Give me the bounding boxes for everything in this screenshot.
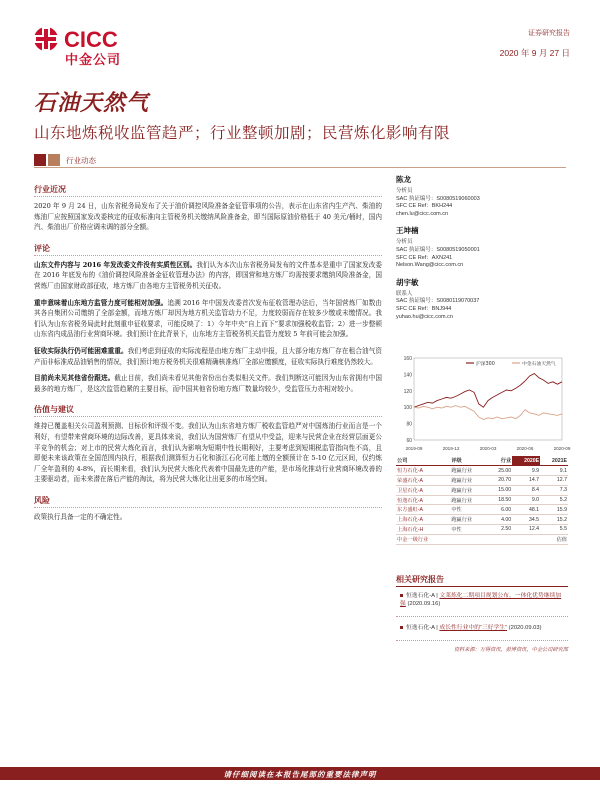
valuation-text: 维持已覆盖相关公司盈利预测、目标价和评级不变。我们认为山东省地方炼厂税收监管趋严对中国炼油行业而言是一个利好，有望带来营商环境的边际改善，更具体来说，我们认为国营炼厂有望从中受益，迎来与民营企业在经营层面更公平竞争的机会；对上市的民营大炼化而言，我们认为影响为短期中性长期利好，主要考虑到短期税监管指向性不高，且即便未来该政策在全国范围内执行，根据我们测算恒力石化和浙江石化可能上缴的全额预计在 5-10 亿元区间，仅约炼厂全年盈利的 4-8%，而长期来看，我们认为民营大炼化代表着中国最先进的产能，是市场化推动行业营商环境改善的主要驱动者，而未来潜在落后产能的淘汰，将为民营大炼化让出更多的市场空间。 — [34, 422, 382, 484]
x-tick-label: 2020-06 — [516, 446, 534, 451]
target-cell: 18.50 — [488, 495, 513, 505]
comment-paragraph-3 — [34, 346, 382, 367]
analyst-sfc: SFC CE Ref：BNJ944 — [396, 305, 452, 312]
sector-title: 石油天然气 — [34, 90, 150, 116]
related-separator — [396, 616, 568, 617]
p3-lead: 征收实际执行仍可能困难重重。 — [34, 346, 128, 355]
target-cell: 4.00 — [488, 515, 513, 525]
rating-cell: 跑赢行业 — [450, 476, 487, 486]
report-type: 行业动态 — [66, 156, 96, 165]
table-row — [396, 466, 568, 476]
related-prefix: 恒逸石化-A | — [406, 593, 438, 599]
analyst-email[interactable]: chen.lu@cicc.com.cn — [396, 210, 449, 217]
target-cell: 20.70 — [488, 476, 513, 486]
header-meta — [500, 28, 570, 59]
analyst-email[interactable]: Nelson.Wang@cicc.com.cn — [396, 262, 464, 269]
related-source: 资料来源：万得资讯，彭博资讯，中金公司研究部 — [453, 647, 568, 653]
company-cell[interactable]: 上海石化-A — [396, 515, 450, 525]
p4-lead: 目前尚未见其他省份跟进。 — [34, 374, 115, 383]
y-tick-label: 80 — [406, 421, 412, 428]
y-tick-label: 140 — [403, 372, 412, 379]
rating-cell: 跑赢行业 — [450, 485, 487, 495]
comment-heading: 评论 — [34, 243, 382, 256]
analyst-sac: SAC 执证编号：S0080119070037 — [396, 298, 480, 305]
rating-cell: 中性 — [450, 505, 487, 515]
target-cell: 2.50 — [488, 525, 513, 535]
p4-body: 截止目前，我们尚未看见其他省份出台类似相关文件。我们判断这可能因为山东省拥有中国最多的地方炼厂，是这次监管趋紧的主要目标，而中国其他省份地方炼厂数量均较少，受监管压力亦相对较小。 — [34, 374, 383, 393]
related-divider — [396, 586, 568, 587]
p2-lead: 重申意味着山东地方监管力度可能相对加强。 — [34, 298, 168, 307]
company-cell[interactable]: 恒逸石化-A — [396, 495, 450, 505]
cicc-logo — [28, 20, 178, 66]
pe-2020-cell: 48.1 — [512, 505, 540, 515]
x-tick-label: 2019-12 — [442, 446, 460, 451]
report-headline: 山东地炼税收监管趋严；行业整顿加剧；民营炼化影响有限 — [34, 124, 451, 142]
pe-2020-cell: 34.5 — [512, 515, 540, 525]
related-heading: 相关研究报告 — [396, 574, 444, 584]
table-row — [396, 476, 568, 486]
performance-chart — [396, 350, 571, 454]
related-separator — [396, 640, 568, 641]
company-cell[interactable]: 恒力石化-A — [396, 466, 450, 476]
pe-2021-cell: 15.9 — [540, 505, 568, 515]
cicc-logo-mark — [28, 20, 178, 66]
analyst-3 — [396, 277, 568, 321]
col-rating: 评级 — [450, 456, 487, 466]
analyst-role: 联系人 — [396, 290, 413, 297]
type-marker-light — [48, 154, 60, 166]
pe-2021-cell: 估值 — [540, 534, 568, 544]
bullet-icon — [400, 594, 403, 597]
report-type-row — [34, 154, 566, 168]
coverage-table — [396, 456, 568, 545]
y-tick-label: 100 — [403, 405, 412, 412]
type-marker-dark — [34, 154, 46, 166]
col-industry: 行业 — [488, 456, 513, 466]
bullet-icon — [400, 626, 403, 629]
y-tick-label: 60 — [406, 438, 412, 444]
analyst-sac: SAC 执证编号：S0080519050001 — [396, 246, 480, 253]
legend-label: 中金石油天然气 — [522, 362, 556, 367]
overview-text: 2020 年 9 月 24 日，山东省税务局发布了关于油价调控风险准备金征管事项的公告，表示在山东省内生产汽、柴油的炼油厂应按照国家发改委核定的征收标准向主管税务机关缴纳风险准备金，即当国际原油价格低于 40 美元/桶时，国内汽、柴油出厂价格应调未调的部分全额。 — [34, 202, 382, 232]
related-link[interactable]: 成长性行业中的“三好学生” — [439, 625, 508, 631]
related-date: (2020.09.03) — [508, 625, 542, 631]
col-2020e: 2020E — [512, 456, 540, 466]
target-cell: 15.00 — [488, 485, 513, 495]
table-row — [396, 525, 568, 535]
company-cell[interactable]: 中金一级行业 — [396, 534, 450, 544]
target-cell: 25.00 — [488, 466, 513, 476]
p3-body: 我们考虑到征收的实际流程是由地方炼厂主动申报，且大部分地方炼厂存在租合油气资产而非标准成品油销售的情况，我们预计地方税务机关很难精确核准炼厂全部应缴额度，征收实际执行难度仍然较大。 — [34, 346, 382, 366]
pe-2021-cell: 5.5 — [540, 525, 568, 535]
main-content — [34, 184, 382, 528]
p1-body: 我们认为本次山东省税务局发布的文件基本是重申了国家发改委在 2016 年底发布的《油价调控风险准备金征收管理办法》的内容，即国营和地方炼厂均需按要求缴纳风险准备金，国营炼厂由国家财政部征收，地方炼厂由各地方主管税务机关征收。 — [34, 260, 382, 290]
brand-cn: 中金公司 — [65, 53, 122, 68]
report-tag: 证券研究报告 — [528, 30, 570, 37]
analyst-name: 胡宇敏 — [396, 277, 419, 287]
related-date: (2020.09.16) — [407, 601, 441, 607]
pe-2020-cell: 14.7 — [512, 476, 540, 486]
analyst-sfc: SFC CE Ref：BKH244 — [396, 203, 453, 210]
related-prefix: 恒逸石化-A | — [406, 625, 438, 631]
y-tick-label: 120 — [403, 388, 412, 395]
table-row — [396, 495, 568, 505]
y-tick-label: 160 — [403, 356, 412, 362]
company-cell[interactable]: 卫星石化-A — [396, 485, 450, 495]
related-link[interactable]: 文莱炼化二期项目规划公布，一体化优势继续加强 — [400, 593, 562, 607]
analyst-role: 分析员 — [396, 188, 413, 194]
company-cell[interactable]: 东方盛虹-A — [396, 505, 450, 515]
rating-cell: 跑赢行业 — [450, 515, 487, 525]
rating-cell: 中性 — [450, 525, 487, 535]
comment-paragraph-4 — [34, 373, 382, 394]
analyst-panel — [396, 174, 568, 328]
analyst-sac: SAC 执证编号：S0080519060003 — [396, 195, 480, 202]
report-date: 2020 年 9 月 27 日 — [499, 48, 570, 58]
brand-en: CICC — [64, 27, 118, 52]
legend-label: 沪深300 — [476, 362, 495, 367]
valuation-heading: 估值与建议 — [34, 404, 382, 417]
analyst-role: 分析员 — [396, 239, 413, 246]
pe-2020-cell — [512, 534, 540, 544]
risk-text: 政策执行具备一定的不确定性。 — [34, 512, 127, 521]
company-cell[interactable]: 荣盛石化-A — [396, 476, 450, 486]
target-cell — [488, 534, 513, 544]
related-item[interactable] — [400, 592, 566, 608]
x-tick-label: 2019-09 — [405, 446, 423, 451]
pe-2021-cell: 9.1 — [540, 466, 568, 476]
x-tick-label: 2020-09 — [553, 446, 571, 451]
company-cell[interactable]: 上海石化-H — [396, 525, 450, 535]
analyst-email[interactable]: yuhao.hu@cicc.com.cn — [396, 313, 453, 320]
col-company: 公司 — [396, 456, 450, 466]
pe-2020-cell: 9.0 — [512, 495, 540, 505]
pe-2021-cell: 7.3 — [540, 485, 568, 495]
table-row — [396, 485, 568, 495]
rating-cell — [450, 534, 487, 544]
pe-2021-cell: 5.2 — [540, 495, 568, 505]
rating-cell: 跑赢行业 — [450, 495, 487, 505]
pe-2021-cell: 15.2 — [540, 515, 568, 525]
pe-2020-cell: 8.4 — [512, 485, 540, 495]
plot-area — [414, 358, 562, 440]
performance-chart-svg — [396, 350, 571, 454]
x-tick-label: 2020-03 — [479, 446, 497, 451]
pe-2020-cell: 12.4 — [512, 525, 540, 535]
p2-body: 追溯 2016 年中国发改委首次发布征收管理办法后，当年国营炼厂如数由其各自集团公司缴纳了全部金额，而地方炼厂却因为地方机关监管动力不足，力度较弱而存在较多少缴或未缴情况。我们认为山东省税务局此时此刻重申征收要求，可能反映了：1）今年中央“自上而下”要求加强税收监管；2）进一步整顿山东省内成品油行业营商环境。我们预计在此背景下，山东地方主管税务机关监管力度较 5 年前可能会加强。 — [34, 298, 382, 339]
rating-cell: 跑赢行业 — [450, 466, 487, 476]
analyst-sfc: SFC CE Ref：AXN241 — [396, 254, 453, 261]
legal-notice: 请仔细阅读在本报告尾部的重要法律声明 — [223, 770, 377, 779]
overview-heading: 行业近况 — [34, 184, 382, 197]
risk-heading: 风险 — [34, 495, 382, 508]
pe-2020-cell: 9.9 — [512, 466, 540, 476]
analyst-2 — [396, 225, 568, 269]
footer-bar — [0, 767, 600, 780]
target-cell: 6.00 — [488, 505, 513, 515]
comment-paragraph-1 — [34, 260, 382, 292]
analyst-name: 陈龙 — [396, 175, 411, 184]
table-row — [396, 505, 568, 515]
table-row — [396, 534, 568, 544]
pe-2021-cell: 12.7 — [540, 476, 568, 486]
p1-lead: 山东文件内容与 2016 年发改委文件没有实质性区别。 — [34, 260, 197, 269]
col-2021e: 2021E — [540, 456, 568, 466]
table-row — [396, 515, 568, 525]
related-item[interactable] — [400, 624, 566, 632]
analyst-1 — [396, 174, 568, 218]
comment-paragraph-2 — [34, 298, 382, 340]
table-subheader-row — [396, 456, 568, 466]
analyst-name: 王坤楠 — [396, 226, 419, 236]
